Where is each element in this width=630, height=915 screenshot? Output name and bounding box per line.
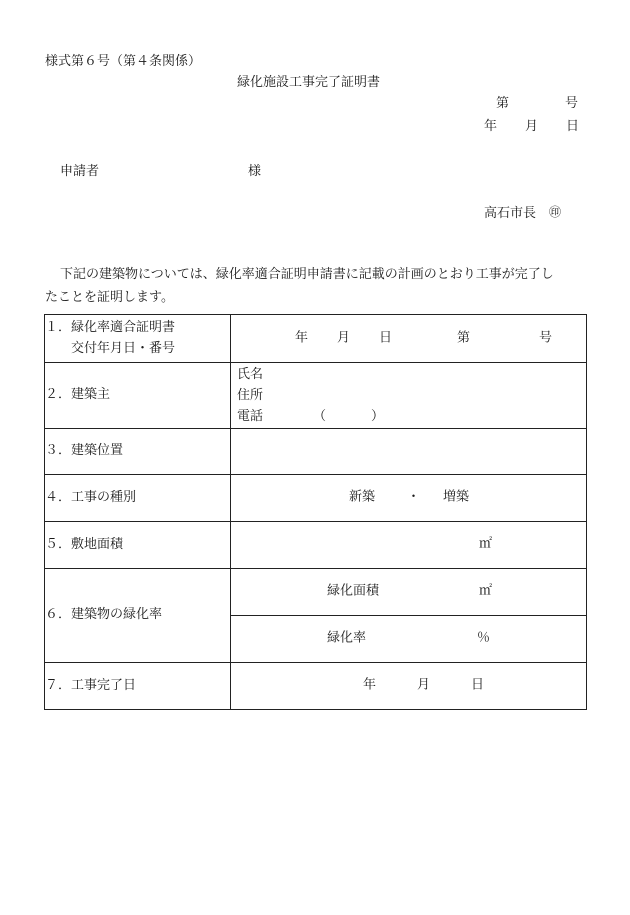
greening-rate-unit: ％: [477, 630, 491, 646]
row1-label-line1: １．緑化率適合証明書: [45, 319, 176, 335]
table-row: [45, 429, 587, 475]
row1-year: 年: [295, 330, 309, 346]
row1-value-cell[interactable]: [231, 315, 587, 363]
certificate-table: [44, 314, 587, 710]
row5-label: ５．敷地面積: [45, 522, 231, 569]
completion-day: 日: [471, 677, 485, 693]
table-row: [45, 363, 587, 429]
row6-label: ６．建築物の緑化率: [45, 569, 231, 663]
owner-name-label: 氏名: [237, 367, 264, 382]
applicant-honorific: 様: [248, 164, 262, 179]
row3-value-cell[interactable]: [231, 429, 587, 475]
table-row: [45, 522, 587, 569]
seal-mark: ㊞: [549, 205, 562, 219]
doc-number-suffix: 号: [565, 96, 579, 111]
site-area-unit: ㎡: [479, 536, 493, 552]
row2-value-cell[interactable]: [231, 363, 587, 429]
owner-phone-label: 電話: [237, 409, 264, 424]
row1-number-prefix: 第: [457, 330, 471, 346]
option-new-build[interactable]: 新築: [349, 489, 376, 505]
table-row: [45, 569, 587, 616]
row1-month: 月: [337, 330, 351, 346]
row6-area-cell[interactable]: [231, 569, 587, 616]
row1-label-cell: [45, 315, 231, 363]
issue-date-day: 日: [566, 119, 580, 134]
document-title: 緑化施設工事完了証明書: [237, 75, 381, 90]
body-text-line2: たことを証明します。: [45, 290, 174, 305]
row5-value-cell[interactable]: [231, 522, 587, 569]
phone-paren-open: （: [313, 409, 327, 424]
owner-address-label: 住所: [237, 388, 264, 403]
row3-label: ３．建築位置: [45, 429, 231, 475]
row4-value-cell[interactable]: [231, 475, 587, 522]
completion-year: 年: [363, 677, 377, 693]
phone-paren-close: ）: [371, 409, 385, 424]
greening-rate-label: 緑化率: [327, 630, 367, 646]
option-separator: ・: [407, 489, 421, 505]
row4-label: ４．工事の種別: [45, 475, 231, 522]
issue-date-year: 年: [484, 119, 498, 134]
row1-label-line2: 交付年月日・番号: [71, 340, 176, 356]
form-number: 様式第６号（第４条関係）: [45, 54, 202, 69]
table-row: [45, 475, 587, 522]
doc-number-prefix: 第: [496, 96, 510, 111]
table-row: [45, 663, 587, 710]
greening-area-label: 緑化面積: [327, 583, 380, 599]
row7-value-cell[interactable]: [231, 663, 587, 710]
row6-rate-cell[interactable]: [231, 616, 587, 663]
row2-label: ２．建築主: [45, 363, 231, 429]
row1-day: 日: [379, 330, 393, 346]
body-text-line1: 下記の建築物については、緑化率適合証明申請書に記載の計画のとおり工事が完了し: [60, 267, 554, 282]
table-row: [45, 315, 587, 363]
row1-number-suffix: 号: [539, 330, 553, 346]
issue-date-month: 月: [525, 119, 539, 134]
completion-month: 月: [417, 677, 431, 693]
issuer-mayor: 高石市長: [484, 206, 537, 221]
option-extension[interactable]: 増築: [443, 489, 470, 505]
row7-label: ７．工事完了日: [45, 663, 231, 710]
greening-area-unit: ㎡: [479, 583, 493, 599]
applicant-label: 申請者: [60, 164, 100, 179]
